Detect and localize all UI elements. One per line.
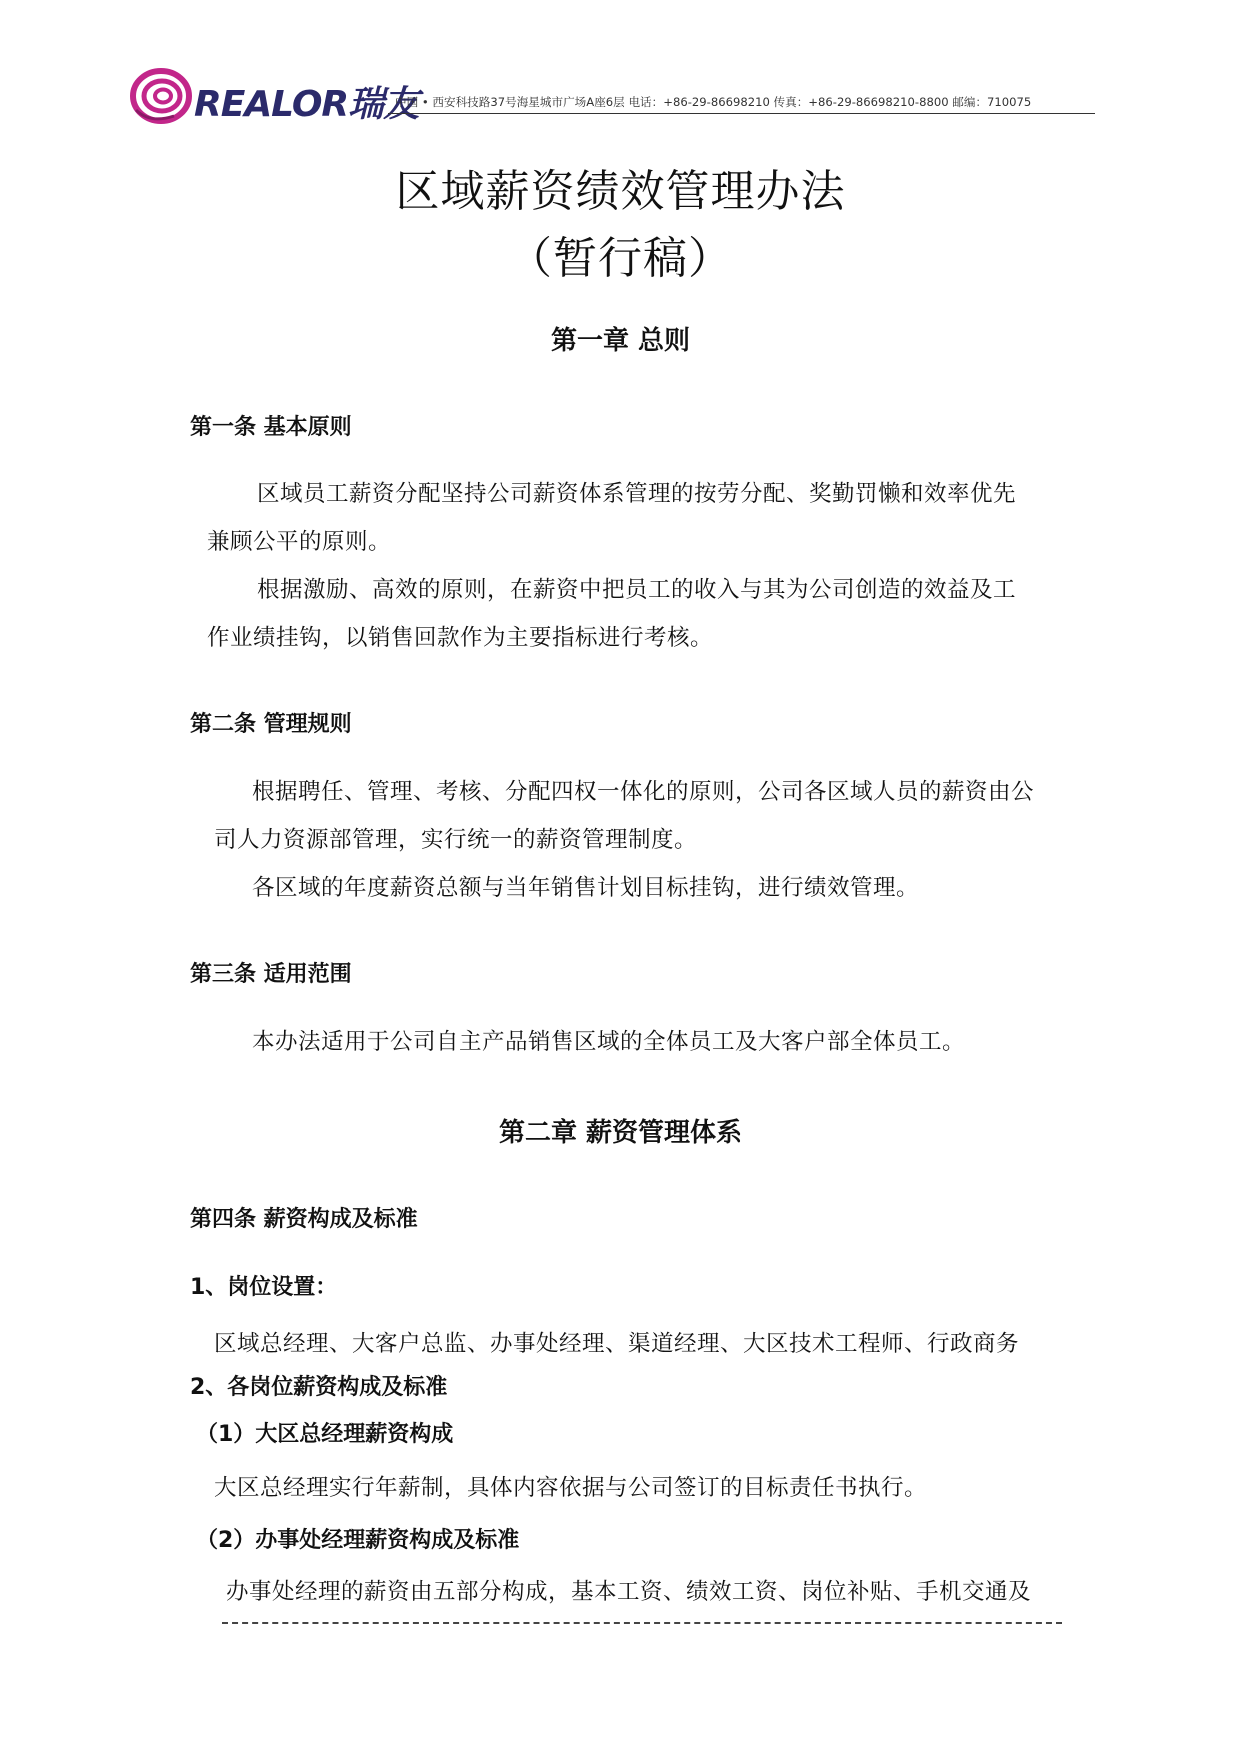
article-1-paragraph-2-line-1: 根据激励、高效的原则，在薪资中把员工的收入与其为公司创造的效益及工 <box>257 577 1017 603</box>
document-title: 区域薪资绩效管理办法 <box>395 166 846 217</box>
section-2-heading: 2、各岗位薪资构成及标准 <box>190 1375 448 1400</box>
chapter-1-heading: 第一章 总则 <box>550 326 691 356</box>
article-2-paragraph-1-line-2: 司人力资源部管理，实行统一的薪资管理制度。 <box>214 827 698 853</box>
section-1-heading: 1、岗位设置： <box>190 1275 338 1300</box>
header-divider <box>388 113 1095 114</box>
section-1-text: 区域总经理、大客户总监、办事处经理、渠道经理、大区技术工程师、行政商务 <box>214 1331 1020 1357</box>
subsection-2-text: 办事处经理的薪资由五部分构成，基本工资、绩效工资、岗位补贴、手机交通及 <box>226 1579 1032 1605</box>
article-1-paragraph-1-line-1: 区域员工薪资分配坚持公司薪资体系管理的按劳分配、奖勤罚懒和效率优先 <box>257 481 1017 507</box>
article-1-paragraph-1-line-2: 兼顾公平的原则。 <box>207 529 392 555</box>
subsection-1-heading: （1）大区总经理薪资构成 <box>196 1422 454 1447</box>
article-4-heading: 第四条 薪资构成及标准 <box>190 1207 418 1232</box>
article-1-heading: 第一条 基本原则 <box>190 415 352 440</box>
article-3-heading: 第三条 适用范围 <box>190 962 352 987</box>
article-2-paragraph-2: 各区域的年度薪资总额与当年销售计划目标挂钩，进行绩效管理。 <box>252 875 920 901</box>
page-break-divider <box>222 1622 1062 1624</box>
swirl-logo-icon <box>130 66 192 124</box>
article-1-paragraph-2-line-2: 作业绩挂钩，以销售回款作为主要指标进行考核。 <box>207 625 714 651</box>
letterhead <box>130 62 1095 125</box>
chapter-2-heading: 第二章 薪资管理体系 <box>498 1118 743 1148</box>
article-2-heading: 第二条 管理规则 <box>190 712 352 737</box>
subsection-1-text: 大区总经理实行年薪制，具体内容依据与公司签订的目标责任书执行。 <box>214 1475 928 1501</box>
document-subtitle: （暂行稿） <box>508 233 733 284</box>
contact-line: 中国 • 西安科技路37号海星城市广场A座6层 电话：+86-29-86698210 传真：+86-29-86698210-8800 邮编：710075 <box>395 95 1032 109</box>
logo-wordmark: REALOR瑞友 <box>194 84 419 125</box>
subsection-2-heading: （2）办事处经理薪资构成及标准 <box>196 1528 520 1553</box>
company-logo <box>130 66 419 125</box>
article-3-paragraph-1: 本办法适用于公司自主产品销售区域的全体员工及大客户部全体员工。 <box>252 1029 966 1055</box>
article-2-paragraph-1-line-1: 根据聘任、管理、考核、分配四权一体化的原则，公司各区域人员的薪资由公 <box>252 779 1035 805</box>
